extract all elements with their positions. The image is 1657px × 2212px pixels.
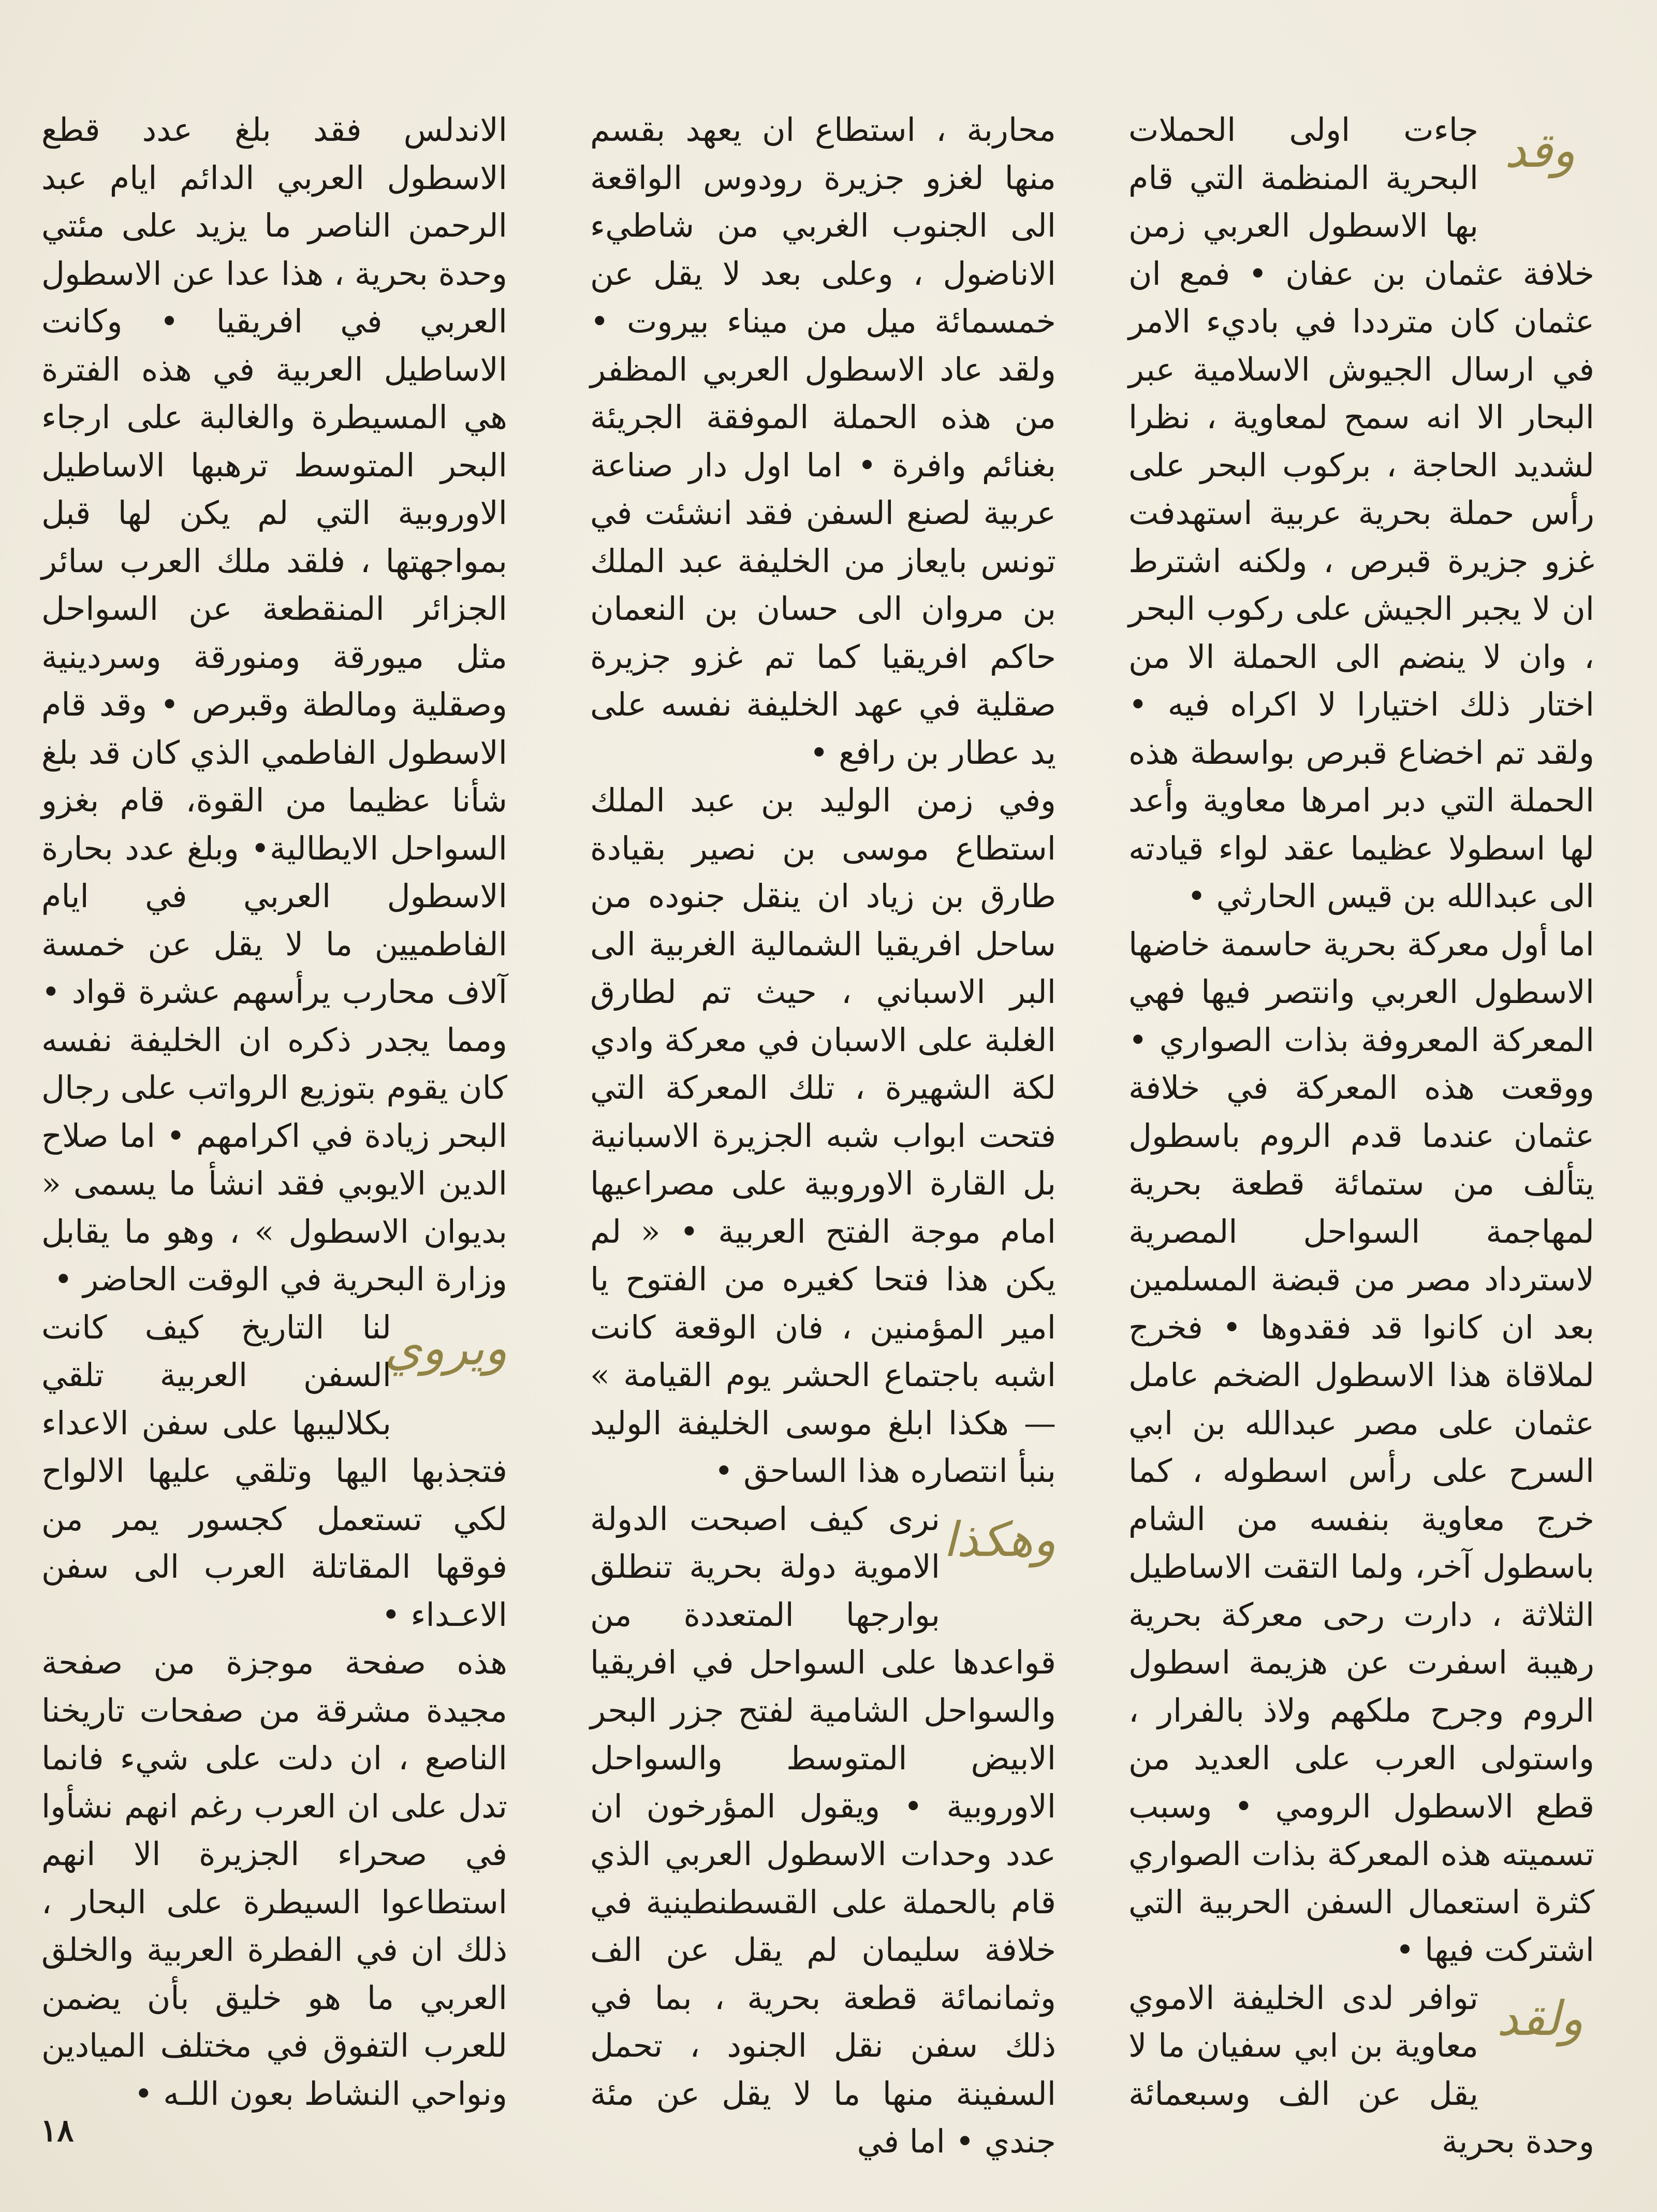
decorative-drop-word: ولقد bbox=[1497, 1990, 1583, 2046]
paragraph: نرى كيف اصبحت الدولة الاموية دولة بحرية تنطلق بوارجها المتعددة من قواعدها على السواحل في افريقيا والسواحل الشامية لفتح جزر البحر الابيض المتوسط والسواحل الاوروبية • ويقول المؤرخون ان عدد وحدات الاسطول العربي الذي قام بالحملة على القسطنطينية في خلافة سليمان لم يقل عن الف وثمانمائة قطعة بحرية ، بما في ذلك سفن نقل الجنود ، تحمل السفينة منها ما لا يقل عن مئة جندي • اما في bbox=[590, 1500, 1056, 2160]
paragraph: الاندلس فقد بلغ عدد قطع الاسطول العربي الدائم ايام عبد الرحمن الناصر ما يزيد على مئتي وحدة بحرية ، هذا عدا عن الاسطول العربي في افريقيا • وكانت الاساطيل العربية في هذه الفترة هي المسيطرة والغالبة على ارجاء البحر المتوسط ترهبها الاساطيل الاوروبية التي لم يكن لها قبل بمواجهتها ، فلقد ملك العرب سائر الجزائر المنقطعة عن السواحل مثل ميورقة ومنورقة وسردينية وصقلية ومالطة وقبرص • وقد قام الاسطول الفاطمي الذي كان قد بلغ شأنا عظيما من القوة، قام بغزو السواحل الايطالية• وبلغ عدد بحارة الاسطول العربي في ايام الفاطميين ما لا يقل عن خمسة آلاف محارب يرأسهم عشرة قواد • ومما يجدر ذكره ان الخليفة نفسه كان يقوم بتوزيع الرواتب على رجال البحر زيادة في اكرامهم • اما صلاح الدين الايوبي فقد انشأ ما يسمى « بديوان الاسطول » ، وهو ما يقابل وزارة البحرية في الوقت الحاضر • bbox=[41, 111, 507, 1298]
article-column-middle bbox=[590, 106, 1056, 2166]
decorative-drop-word: وقد bbox=[1504, 123, 1576, 178]
paragraph: لنا التاريخ كيف كانت السفن العربية تلقي بكلاليبها على سفن الاعداء فتجذبها اليها وتلقي عليها الالواح لكي تستعمل كجسور يمر من فوقها المقاتلة العرب الى سفن الاعـداء • bbox=[41, 1308, 507, 1634]
paragraph: هذه صفحة موجزة من صفحة مجيدة مشرقة من صفحات تاريخنا الناصع ، ان دلت على شيء فانما تدل على ان العرب رغم انهم نشأوا في صحراء الجزيرة الا انهم استطاعوا السيطرة على البحار ، ذلك ان في الفطرة العربية والخلق العربي ما هو خليق بأن يضمن للعرب التفوق في مختلف الميادين ونواحي النشاط بعون اللـه • bbox=[41, 1643, 507, 2113]
decorative-drop-word: ويروي bbox=[384, 1320, 507, 1376]
decorative-drop-word: وهكذا bbox=[943, 1511, 1056, 1567]
paragraph: جاءت اولى الحملات البحرية المنظمة التي قام بها الاسطول العربي زمن خلافة عثمان بن عفان • فمع ان عثمان كان مترددا في باديء الامر في ارسال الجيوش الاسلامية عبر البحار الا انه سمح لمعاوية ، نظرا لشديد الحاجة ، بركوب البحر على رأس حملة بحرية عربية استهدفت غزو جزيرة قبرص ، ولكنه اشترط ان لا يجبر الجيش على ركوب البحر ، وان لا ينضم الى الحملة الا من اختار ذلك اختيارا لا اكراه فيه • ولقد تم اخضاع قبرص بواسطة هذه الحملة التي دبر امرها معاوية وأعد لها اسطولا عظيما عقد لواء قيادته الى عبدالله بن قيس الحارثي • bbox=[1128, 111, 1594, 915]
page-number: ١٨ bbox=[40, 2113, 74, 2149]
paragraph: محاربة ، استطاع ان يعهد بقسم منها لغزو جزيرة رودوس الواقعة الى الجنوب الغربي من شاطيء الاناضول ، وعلى بعد لا يقل عن خمسمائة ميل من ميناء بيروت • ولقد عاد الاسطول العربي المظفر من هذه الحملة الموفقة الجريئة بغنائم وافرة • اما اول دار صناعة عربية لصنع السفن فقد انشئت في تونس بايعاز من الخليفة عبد الملك بن مروان الى حسان بن النعمان حاكم افريقيا كما تم غزو جزيرة صقلية في عهد الخليفة نفسه على يد عطار بن رافع • bbox=[590, 111, 1056, 772]
article-column-right bbox=[1128, 106, 1594, 2166]
paragraph: توافر لدى الخليفة الاموي معاوية بن ابي سفيان ما لا يقل عن الف وسبعمائة وحدة بحرية bbox=[1128, 1978, 1594, 2160]
paragraph: وفي زمن الوليد بن عبد الملك استطاع موسى بن نصير بقيادة طارق بن زياد ان ينقل جنوده من ساحل افريقيا الشمالية الغربية الى البر الاسباني ، حيث تم لطارق الغلبة على الاسبان في معركة وادي لكة الشهيرة ، تلك المعركة التي فتحت ابواب شبه الجزيرة الاسبانية بل القارة الاوروبية على مصراعيها امام موجة الفتح العربية • « لم يكن هذا فتحا كغيره من الفتوح يا امير المؤمنين ، فان الوقعة كانت اشبه باجتماع الحشر يوم القيامة » — هكذا ابلغ موسى الخليفة الوليد بنبأ انتصاره هذا الساحق • bbox=[590, 781, 1056, 1490]
article-column-left bbox=[41, 106, 507, 2118]
paragraph: اما أول معركة بحرية حاسمة خاضها الاسطول العربي وانتصر فيها فهي المعركة المعروفة بذات الصواري • ووقعت هذه المعركة في خلافة عثمان عندما قدم الروم باسطول يتألف من ستمائة قطعة بحرية لمهاجمة السواحل المصرية لاسترداد مصر من قبضة المسلمين بعد ان كانوا قد فقدوها • فخرج لملاقاة هذا الاسطول الضخم عامل عثمان على مصر عبدالله بن ابي السرح على رأس اسطوله ، كما خرج معاوية بنفسه من الشام باسطول آخر، ولما التقت الاساطيل الثلاثة ، دارت رحى معركة بحرية رهيبة اسفرت عن هزيمة اسطول الروم وجرح ملكهم ولاذ بالفرار ، واستولى العرب على العديد من قطع الاسطول الرومي • وسبب تسميته هذه المعركة بذات الصواري كثرة استعمال السفن الحربية التي اشتركت فيها • bbox=[1128, 925, 1594, 1969]
